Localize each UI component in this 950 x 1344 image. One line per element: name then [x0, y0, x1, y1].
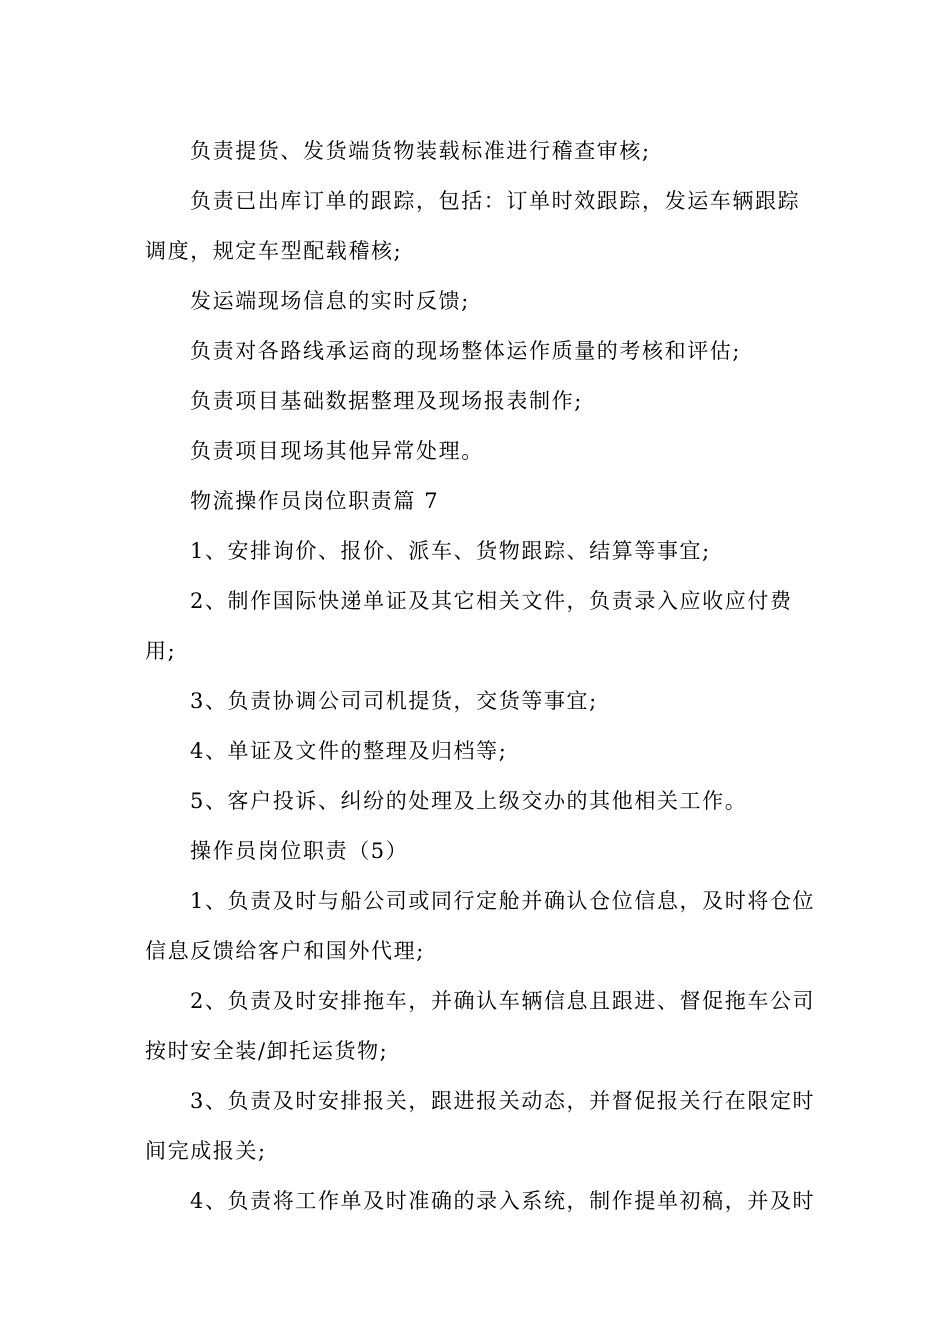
paragraph-line: 信息反馈给客户和国外代理; — [145, 939, 425, 963]
paragraph-line: 负责已出库订单的跟踪，包括：订单时效跟踪，发运车辆跟踪 — [190, 189, 801, 213]
section-heading: 物流操作员岗位职责篇 7 — [190, 489, 440, 513]
paragraph-line: 发运端现场信息的实时反馈; — [190, 289, 470, 313]
paragraph-line: 5、客户投诉、纠纷的处理及上级交办的其他相关工作。 — [190, 789, 748, 813]
paragraph-line: 4、单证及文件的整理及归档等; — [190, 739, 508, 763]
section-heading: 操作员岗位职责（5） — [190, 839, 409, 863]
paragraph-line: 4、负责将工作单及时准确的录入系统，制作提单初稿，并及时 — [190, 1189, 816, 1213]
paragraph-line: 2、负责及时安排拖车，并确认车辆信息且跟进、督促拖车公司 — [190, 989, 816, 1013]
paragraph-line: 间完成报关; — [145, 1139, 267, 1163]
paragraph-line: 3、负责协调公司司机提货，交货等事宜; — [190, 689, 598, 713]
paragraph-line: 3、负责及时安排报关，跟进报关动态，并督促报关行在限定时 — [190, 1089, 816, 1113]
paragraph-line: 1、安排询价、报价、派车、货物跟踪、结算等事宜; — [190, 539, 711, 563]
paragraph-line: 用; — [145, 639, 177, 663]
paragraph-line: 负责项目现场其他异常处理。 — [190, 439, 484, 463]
paragraph-line: 2、制作国际快递单证及其它相关文件，负责录入应收应付费 — [190, 589, 793, 613]
paragraph-line: 调度，规定车型配载稽核; — [145, 239, 403, 263]
paragraph-line: 按时安全装/卸托运货物; — [145, 1039, 389, 1063]
paragraph-line: 负责对各路线承运商的现场整体运作质量的考核和评估; — [190, 339, 742, 363]
paragraph-line: 负责项目基础数据整理及现场报表制作; — [190, 389, 583, 413]
paragraph-line: 负责提货、发货端货物装载标准进行稽查审核; — [190, 139, 651, 163]
paragraph-line: 1、负责及时与船公司或同行定舱并确认仓位信息，及时将仓位 — [190, 889, 816, 913]
